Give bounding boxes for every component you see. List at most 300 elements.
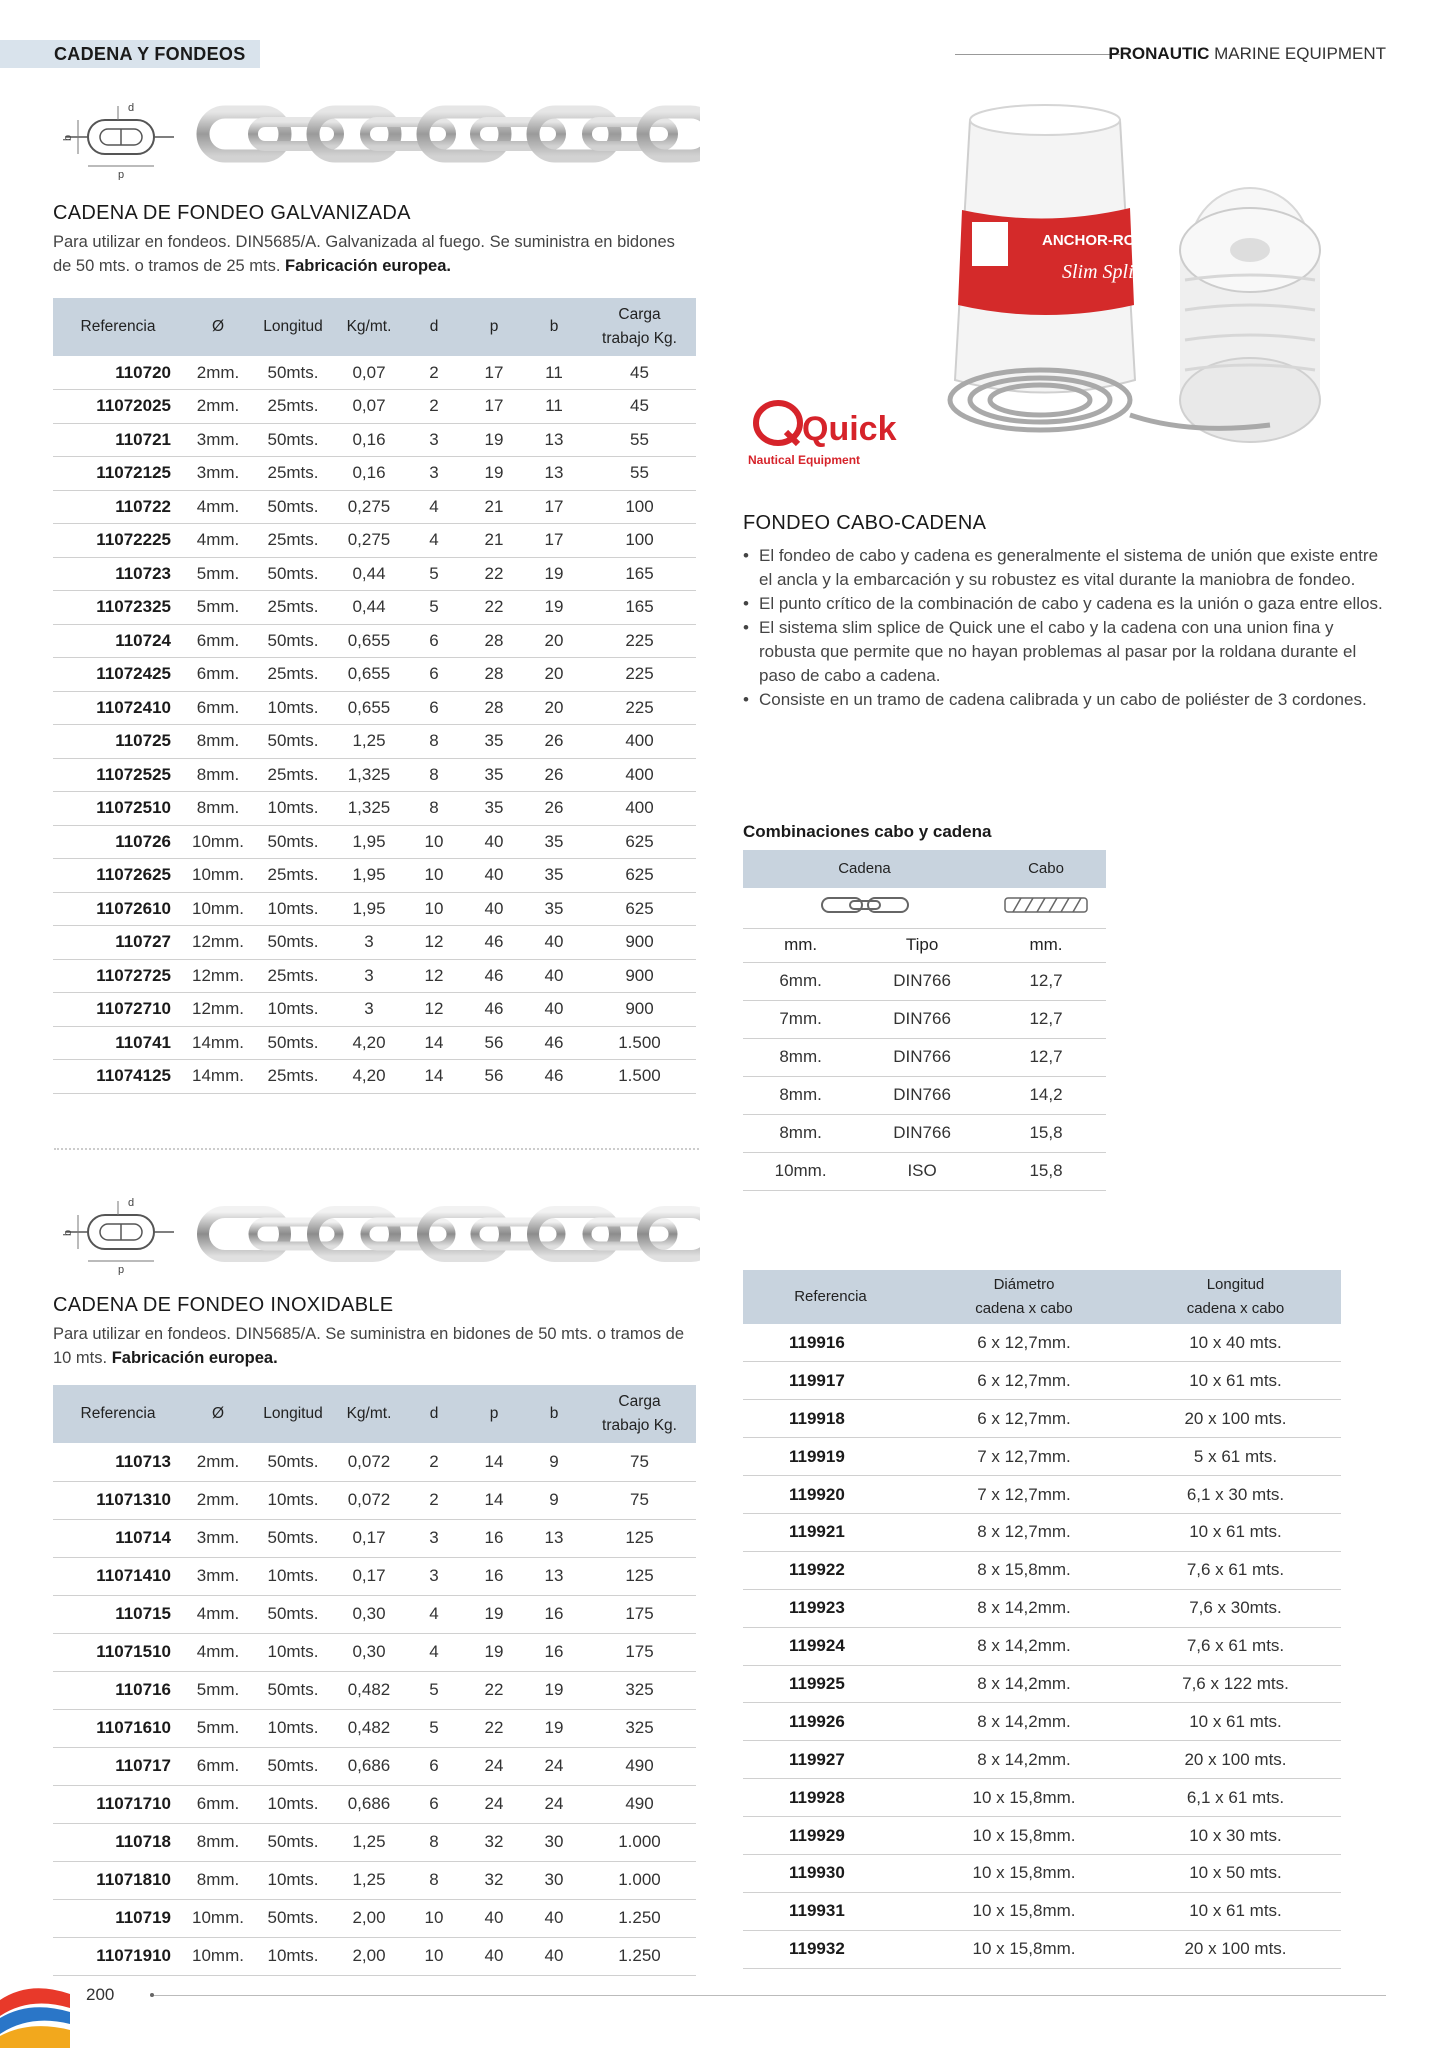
- splice-row-cell: 10 x 15,8mm.: [918, 1854, 1130, 1892]
- stainless-row-cell: 11071310: [53, 1481, 183, 1519]
- splice-row-cell: 10 x 30 mts.: [1130, 1817, 1341, 1855]
- brand-label: [1108, 44, 1386, 64]
- galvanized-row-cell: 8: [405, 758, 463, 792]
- col-referencia-2: Referencia: [53, 1385, 183, 1443]
- stainless-row-cell: 40: [525, 1899, 583, 1937]
- stainless-chain-image: [195, 1200, 700, 1275]
- galvanized-row-cell: 26: [525, 725, 583, 759]
- stainless-row-cell: 9: [525, 1443, 583, 1481]
- splice-row-cell: 7,6 x 30mts.: [1130, 1589, 1341, 1627]
- stainless-row-cell: 16: [463, 1519, 525, 1557]
- stainless-row-cell: 110716: [53, 1671, 183, 1709]
- chain-icon-cell: [743, 888, 986, 928]
- galvanized-row-cell: 12mm.: [183, 959, 253, 993]
- stainless-row-cell: 10mm.: [183, 1899, 253, 1937]
- galvanized-desc-text: Para utilizar en fondeos. DIN5685/A. Galvanizada al fuego. Se suministra en bidones de 50 mts. o tramos de 25 mts.: [53, 233, 675, 275]
- stainless-row-cell: 0,482: [333, 1709, 405, 1747]
- splice-row: [743, 1741, 1341, 1779]
- galvanized-row-cell: 10: [405, 892, 463, 926]
- stainless-row: [53, 1519, 696, 1557]
- stainless-row-cell: 2mm.: [183, 1481, 253, 1519]
- galvanized-row-cell: 14mm.: [183, 1026, 253, 1060]
- stainless-row-cell: 13: [525, 1519, 583, 1557]
- stainless-row-cell: 24: [463, 1747, 525, 1785]
- galvanized-row-cell: 22: [463, 557, 525, 591]
- col-diameter-2: Ø: [183, 1385, 253, 1443]
- splice-col-ref: Referencia: [743, 1270, 918, 1324]
- galvanized-row-cell: 4mm.: [183, 490, 253, 524]
- col-b-2: b: [525, 1385, 583, 1443]
- rope-icon-cell: [986, 888, 1106, 928]
- splice-row-cell: 119927: [743, 1741, 918, 1779]
- splice-row: [743, 1438, 1341, 1476]
- galvanized-row-cell: 6: [405, 624, 463, 658]
- corner-wave-logo: [0, 1960, 80, 2048]
- galvanized-row-cell: 55: [583, 423, 696, 457]
- combo-subheader: [743, 928, 1106, 962]
- galvanized-row-cell: 19: [463, 457, 525, 491]
- stainless-row-cell: 110713: [53, 1443, 183, 1481]
- col-d: d: [405, 298, 463, 356]
- galvanized-row-cell: 28: [463, 658, 525, 692]
- stainless-title: CADENA DE FONDEO INOXIDABLE: [53, 1294, 394, 1316]
- combo-row-cell: 14,2: [986, 1076, 1106, 1114]
- stainless-table-header: [53, 1385, 696, 1443]
- galvanized-row-cell: 1,25: [333, 725, 405, 759]
- galvanized-row-cell: 6mm.: [183, 658, 253, 692]
- galvanized-row: [53, 457, 696, 491]
- stainless-row: [53, 1785, 696, 1823]
- galvanized-row-cell: 50mts.: [253, 423, 333, 457]
- stainless-row-cell: 8mm.: [183, 1861, 253, 1899]
- stainless-row-cell: 40: [463, 1899, 525, 1937]
- galvanized-table-header: [53, 298, 696, 356]
- galvanized-row-cell: 0,655: [333, 624, 405, 658]
- splice-row: [743, 1400, 1341, 1438]
- galvanized-row-cell: 11072325: [53, 591, 183, 625]
- stainless-row-cell: 5mm.: [183, 1709, 253, 1747]
- combo-row-cell: 15,8: [986, 1152, 1106, 1190]
- stainless-row-cell: 1.000: [583, 1861, 696, 1899]
- combo-row: [743, 1114, 1106, 1152]
- galvanized-row-cell: 3mm.: [183, 423, 253, 457]
- stainless-row-cell: 75: [583, 1443, 696, 1481]
- combo-table-header: [743, 850, 1106, 888]
- splice-row-cell: 10 x 15,8mm.: [918, 1930, 1130, 1968]
- splice-row-cell: 20 x 100 mts.: [1130, 1930, 1341, 1968]
- splice-row-cell: 10 x 15,8mm.: [918, 1817, 1130, 1855]
- galvanized-row-cell: 10mts.: [253, 892, 333, 926]
- combo-sub-mm2: mm.: [986, 928, 1106, 962]
- splice-row-cell: 7 x 12,7mm.: [918, 1438, 1130, 1476]
- splice-col-long-2: cadena x cabo: [1186, 1300, 1285, 1317]
- combo-row-cell: 15,8: [986, 1114, 1106, 1152]
- galvanized-row-cell: 3: [333, 959, 405, 993]
- splice-row-cell: 119929: [743, 1817, 918, 1855]
- galvanized-row-cell: 0,275: [333, 490, 405, 524]
- splice-row-cell: 119923: [743, 1589, 918, 1627]
- stainless-row-cell: 24: [525, 1747, 583, 1785]
- splice-row-cell: 8 x 14,2mm.: [918, 1703, 1130, 1741]
- stainless-row-cell: 50mts.: [253, 1443, 333, 1481]
- galvanized-row-cell: 4,20: [333, 1060, 405, 1094]
- galvanized-row: [53, 993, 696, 1027]
- col-carga-2b: trabajo Kg.: [602, 1417, 677, 1434]
- splice-row: [743, 1476, 1341, 1514]
- schema2-p-label: p: [118, 1264, 125, 1275]
- chain-icon: [820, 894, 910, 916]
- chain-link-schema-icon: [56, 100, 176, 180]
- splice-row-cell: 119922: [743, 1551, 918, 1589]
- stainless-row-cell: 2mm.: [183, 1443, 253, 1481]
- galvanized-row-cell: 3: [405, 423, 463, 457]
- galvanized-row-cell: 165: [583, 591, 696, 625]
- galvanized-row-cell: 4mm.: [183, 524, 253, 558]
- galvanized-row-cell: 35: [525, 859, 583, 893]
- galvanized-row-cell: 11072710: [53, 993, 183, 1027]
- galvanized-row-cell: 45: [583, 390, 696, 424]
- stainless-row-cell: 2,00: [333, 1937, 405, 1975]
- splice-row-cell: 8 x 14,2mm.: [918, 1741, 1130, 1779]
- stainless-row-cell: 11071810: [53, 1861, 183, 1899]
- stainless-row-cell: 6: [405, 1747, 463, 1785]
- combo-row-cell: DIN766: [858, 962, 986, 1000]
- galvanized-row-cell: 0,655: [333, 691, 405, 725]
- chain-link-schema-icon-2: [56, 1195, 176, 1275]
- galvanized-table: [53, 298, 696, 1094]
- galvanized-row-cell: 10mts.: [253, 792, 333, 826]
- galvanized-row-cell: 11072410: [53, 691, 183, 725]
- splice-col-diam-1: Diámetro: [993, 1276, 1055, 1293]
- galvanized-row-cell: 2: [405, 390, 463, 424]
- galvanized-title: CADENA DE FONDEO GALVANIZADA: [53, 202, 411, 224]
- stainless-row-cell: 1,25: [333, 1861, 405, 1899]
- splice-row-cell: 8 x 14,2mm.: [918, 1665, 1130, 1703]
- combo-row-cell: 6mm.: [743, 962, 858, 1000]
- schema-p-label: p: [118, 169, 125, 180]
- galvanized-row-cell: 46: [463, 993, 525, 1027]
- galvanized-row-cell: 12mm.: [183, 926, 253, 960]
- galvanized-row-cell: 25mts.: [253, 591, 333, 625]
- stainless-row-cell: 10mts.: [253, 1557, 333, 1595]
- galvanized-row-cell: 10: [405, 825, 463, 859]
- galvanized-row-cell: 11072610: [53, 892, 183, 926]
- combo-row-cell: 8mm.: [743, 1076, 858, 1114]
- galvanized-row-cell: 50mts.: [253, 624, 333, 658]
- galvanized-row-cell: 56: [463, 1026, 525, 1060]
- galvanized-row-cell: 3: [405, 457, 463, 491]
- stainless-row-cell: 40: [463, 1937, 525, 1975]
- galvanized-row-cell: 165: [583, 557, 696, 591]
- fondeo-bullet: • El fondeo de cabo y cadena es generalmente el sistema de unión que existe entre el ancla y la embarcación y su robustez es vital durante la maniobra de fondeo.: [743, 544, 1388, 592]
- stainless-row-cell: 10mts.: [253, 1937, 333, 1975]
- galvanized-row: [53, 959, 696, 993]
- galvanized-row-cell: 50mts.: [253, 725, 333, 759]
- stainless-row-cell: 19: [463, 1595, 525, 1633]
- stainless-row-cell: 50mts.: [253, 1899, 333, 1937]
- splice-row: [743, 1817, 1341, 1855]
- galvanized-row-cell: 17: [463, 390, 525, 424]
- galvanized-row-cell: 225: [583, 691, 696, 725]
- splice-row-cell: 119918: [743, 1400, 918, 1438]
- galvanized-row-cell: 1.500: [583, 1060, 696, 1094]
- combo-table: [743, 850, 1106, 1191]
- galvanized-row: [53, 859, 696, 893]
- combo-row-cell: 10mm.: [743, 1152, 858, 1190]
- fondeo-bullet: • El punto crítico de la combinación de cabo y cadena es la unión o gaza entre ellos.: [743, 592, 1388, 616]
- galvanized-row-cell: 12: [405, 959, 463, 993]
- stainless-row-cell: 75: [583, 1481, 696, 1519]
- galvanized-row-cell: 56: [463, 1060, 525, 1094]
- galvanized-row-cell: 8: [405, 725, 463, 759]
- stainless-row-cell: 1.000: [583, 1823, 696, 1861]
- galvanized-row-cell: 5mm.: [183, 591, 253, 625]
- brand-bold: PRONAUTIC: [1108, 44, 1210, 63]
- galvanized-row-cell: 110722: [53, 490, 183, 524]
- galvanized-row: [53, 758, 696, 792]
- galvanized-row: [53, 792, 696, 826]
- stainless-row: [53, 1633, 696, 1671]
- splice-row-cell: 10 x 61 mts.: [1130, 1513, 1341, 1551]
- galvanized-row-cell: 11072625: [53, 859, 183, 893]
- stainless-row-cell: 1.250: [583, 1899, 696, 1937]
- stainless-row-cell: 6: [405, 1785, 463, 1823]
- combo-row: [743, 962, 1106, 1000]
- splice-row-cell: 119926: [743, 1703, 918, 1741]
- stainless-row-cell: 175: [583, 1633, 696, 1671]
- splice-col-diam-2: cadena x cabo: [975, 1300, 1073, 1317]
- galvanized-row-cell: 6: [405, 658, 463, 692]
- splice-row: [743, 1324, 1341, 1362]
- splice-row-cell: 7,6 x 61 mts.: [1130, 1627, 1341, 1665]
- combo-row-cell: 12,7: [986, 962, 1106, 1000]
- galvanized-row-cell: 1,95: [333, 859, 405, 893]
- stainless-row-cell: 0,30: [333, 1595, 405, 1633]
- stainless-row-cell: 0,30: [333, 1633, 405, 1671]
- galvanized-row: [53, 423, 696, 457]
- splice-row-cell: 8 x 12,7mm.: [918, 1513, 1130, 1551]
- combo-table-body: [743, 888, 1106, 1190]
- stainless-row-cell: 5mm.: [183, 1671, 253, 1709]
- galvanized-row-cell: 2mm.: [183, 390, 253, 424]
- galvanized-row-cell: 50mts.: [253, 825, 333, 859]
- galvanized-row-cell: 3mm.: [183, 457, 253, 491]
- galvanized-row-cell: 40: [525, 959, 583, 993]
- galvanized-row-cell: 13: [525, 457, 583, 491]
- galvanized-row-cell: 100: [583, 490, 696, 524]
- galvanized-row-cell: 10mm.: [183, 859, 253, 893]
- col-d-2: d: [405, 1385, 463, 1443]
- galvanized-row-cell: 225: [583, 658, 696, 692]
- stainless-row-cell: 50mts.: [253, 1747, 333, 1785]
- galvanized-row-cell: 5: [405, 591, 463, 625]
- stainless-row-cell: 2,00: [333, 1899, 405, 1937]
- galvanized-row-cell: 625: [583, 859, 696, 893]
- galvanized-row-cell: 20: [525, 691, 583, 725]
- galvanized-row-cell: 25mts.: [253, 859, 333, 893]
- galvanized-row-cell: 11: [525, 356, 583, 390]
- splice-row-cell: 119919: [743, 1438, 918, 1476]
- stainless-row-cell: 11071510: [53, 1633, 183, 1671]
- col-carga-2: [583, 1385, 696, 1443]
- galvanized-row-cell: 25mts.: [253, 658, 333, 692]
- galvanized-row: [53, 926, 696, 960]
- section-tag: CADENA Y FONDEOS: [0, 40, 260, 68]
- footer-divider: [150, 1995, 1386, 1996]
- schema-d-label: d: [128, 102, 135, 114]
- anchor-rode-product-image: [740, 100, 1390, 490]
- combo-sub-mm: mm.: [743, 928, 858, 962]
- stainless-desc-bold: Fabricación europea.: [111, 1349, 278, 1367]
- splice-row-cell: 7 x 12,7mm.: [918, 1476, 1130, 1514]
- stainless-row-cell: 32: [463, 1823, 525, 1861]
- stainless-row-cell: 3mm.: [183, 1519, 253, 1557]
- section-divider: [54, 1148, 699, 1150]
- galvanized-row-cell: 25mts.: [253, 390, 333, 424]
- stainless-row-cell: 4: [405, 1595, 463, 1633]
- combo-row-cell: 12,7: [986, 1000, 1106, 1038]
- galvanized-row: [53, 725, 696, 759]
- stainless-row-cell: 490: [583, 1785, 696, 1823]
- stainless-row-cell: 19: [525, 1671, 583, 1709]
- galvanized-row: [53, 1060, 696, 1094]
- galvanized-row-cell: 0,44: [333, 557, 405, 591]
- galvanized-row-cell: 5: [405, 557, 463, 591]
- galvanized-row-cell: 50mts.: [253, 490, 333, 524]
- galvanized-row-cell: 35: [463, 758, 525, 792]
- stainless-row-cell: 4: [405, 1633, 463, 1671]
- splice-row-cell: 6 x 12,7mm.: [918, 1400, 1130, 1438]
- splice-row-cell: 119917: [743, 1362, 918, 1400]
- stainless-row-cell: 40: [525, 1937, 583, 1975]
- stainless-row-cell: 50mts.: [253, 1595, 333, 1633]
- splice-row-cell: 119921: [743, 1513, 918, 1551]
- stainless-row-cell: 10: [405, 1899, 463, 1937]
- stainless-row-cell: 4mm.: [183, 1595, 253, 1633]
- combo-row-cell: 8mm.: [743, 1038, 858, 1076]
- galvanized-row-cell: 3: [333, 926, 405, 960]
- galvanized-row-cell: 0,44: [333, 591, 405, 625]
- galvanized-row-cell: 40: [463, 892, 525, 926]
- stainless-row-cell: 125: [583, 1519, 696, 1557]
- splice-row-cell: 119932: [743, 1930, 918, 1968]
- galvanized-row-cell: 40: [463, 825, 525, 859]
- splice-row: [743, 1551, 1341, 1589]
- rope-icon: [1003, 895, 1089, 915]
- galvanized-row-cell: 3: [333, 993, 405, 1027]
- galvanized-row-cell: 900: [583, 993, 696, 1027]
- stainless-row-cell: 10mts.: [253, 1861, 333, 1899]
- galvanized-description: [53, 230, 693, 278]
- stainless-row-cell: 2: [405, 1443, 463, 1481]
- combo-row: [743, 1000, 1106, 1038]
- splice-row-cell: 6,1 x 61 mts.: [1130, 1779, 1341, 1817]
- stainless-row-cell: 5: [405, 1709, 463, 1747]
- galvanized-row-cell: 4,20: [333, 1026, 405, 1060]
- stainless-row-cell: 50mts.: [253, 1671, 333, 1709]
- splice-row-cell: 119920: [743, 1476, 918, 1514]
- galvanized-row-cell: 1,95: [333, 825, 405, 859]
- galvanized-row-cell: 1,325: [333, 792, 405, 826]
- brand-divider: [955, 54, 1120, 55]
- galvanized-row-cell: 17: [525, 490, 583, 524]
- galvanized-row-cell: 625: [583, 825, 696, 859]
- combo-row-cell: DIN766: [858, 1114, 986, 1152]
- combo-row-cell: ISO: [858, 1152, 986, 1190]
- galvanized-row-cell: 2: [405, 356, 463, 390]
- galvanized-row-cell: 46: [463, 926, 525, 960]
- schema2-d-label: d: [128, 1197, 135, 1209]
- galvanized-row-cell: 0,16: [333, 457, 405, 491]
- stainless-row-cell: 16: [525, 1633, 583, 1671]
- stainless-row-cell: 0,686: [333, 1747, 405, 1785]
- stainless-row-cell: 16: [525, 1595, 583, 1633]
- splice-row-cell: 20 x 100 mts.: [1130, 1741, 1341, 1779]
- splice-row-cell: 10 x 50 mts.: [1130, 1854, 1341, 1892]
- galvanized-row-cell: 11072025: [53, 390, 183, 424]
- galvanized-row: [53, 658, 696, 692]
- col-p-2: p: [463, 1385, 525, 1443]
- splice-reference-table: [743, 1270, 1341, 1969]
- stainless-row-cell: 14: [463, 1481, 525, 1519]
- quick-logo-text: Quick: [802, 410, 897, 448]
- stainless-row-cell: 8mm.: [183, 1823, 253, 1861]
- stainless-row-cell: 16: [463, 1557, 525, 1595]
- galvanized-row: [53, 557, 696, 591]
- galvanized-row-cell: 110721: [53, 423, 183, 457]
- splice-row-cell: 6 x 12,7mm.: [918, 1362, 1130, 1400]
- galvanized-row-cell: 26: [525, 758, 583, 792]
- stainless-row-cell: 32: [463, 1861, 525, 1899]
- galvanized-row: [53, 624, 696, 658]
- galvanized-row-cell: 20: [525, 624, 583, 658]
- galvanized-row-cell: 40: [525, 993, 583, 1027]
- galvanized-row-cell: 55: [583, 457, 696, 491]
- stainless-row-cell: 19: [463, 1633, 525, 1671]
- splice-row: [743, 1589, 1341, 1627]
- galvanized-row-cell: 14mm.: [183, 1060, 253, 1094]
- stainless-desc-text: Para utilizar en fondeos. DIN5685/A. Se suministra en bidones de 50 mts. o tramos de 10 mts.: [53, 1325, 685, 1367]
- galvanized-row-cell: 400: [583, 792, 696, 826]
- galvanized-row-cell: 22: [463, 591, 525, 625]
- galvanized-row-cell: 2mm.: [183, 356, 253, 390]
- col-carga-1: Carga: [618, 306, 661, 323]
- combo-sub-tipo: Tipo: [858, 928, 986, 962]
- stainless-row: [53, 1861, 696, 1899]
- galvanized-row-cell: 1.500: [583, 1026, 696, 1060]
- stainless-row-cell: 490: [583, 1747, 696, 1785]
- combo-row-cell: DIN766: [858, 1038, 986, 1076]
- galvanized-row-cell: 6mm.: [183, 624, 253, 658]
- galvanized-row-cell: 225: [583, 624, 696, 658]
- galvanized-row-cell: 35: [463, 725, 525, 759]
- brand-rest: MARINE EQUIPMENT: [1209, 44, 1386, 63]
- galvanized-row-cell: 12mm.: [183, 993, 253, 1027]
- galvanized-row-cell: 110723: [53, 557, 183, 591]
- splice-row-cell: 10 x 61 mts.: [1130, 1703, 1341, 1741]
- stainless-row-cell: 11071610: [53, 1709, 183, 1747]
- splice-col-diam: [918, 1270, 1130, 1324]
- col-referencia: Referencia: [53, 298, 183, 356]
- stainless-row-cell: 10mts.: [253, 1633, 333, 1671]
- stainless-row-cell: 10: [405, 1937, 463, 1975]
- splice-table-body: [743, 1324, 1341, 1968]
- combo-col-cadena: Cadena: [743, 850, 986, 888]
- stainless-row-cell: 22: [463, 1709, 525, 1747]
- stainless-row-cell: 3mm.: [183, 1557, 253, 1595]
- stainless-row-cell: 2: [405, 1481, 463, 1519]
- galvanized-row-cell: 21: [463, 524, 525, 558]
